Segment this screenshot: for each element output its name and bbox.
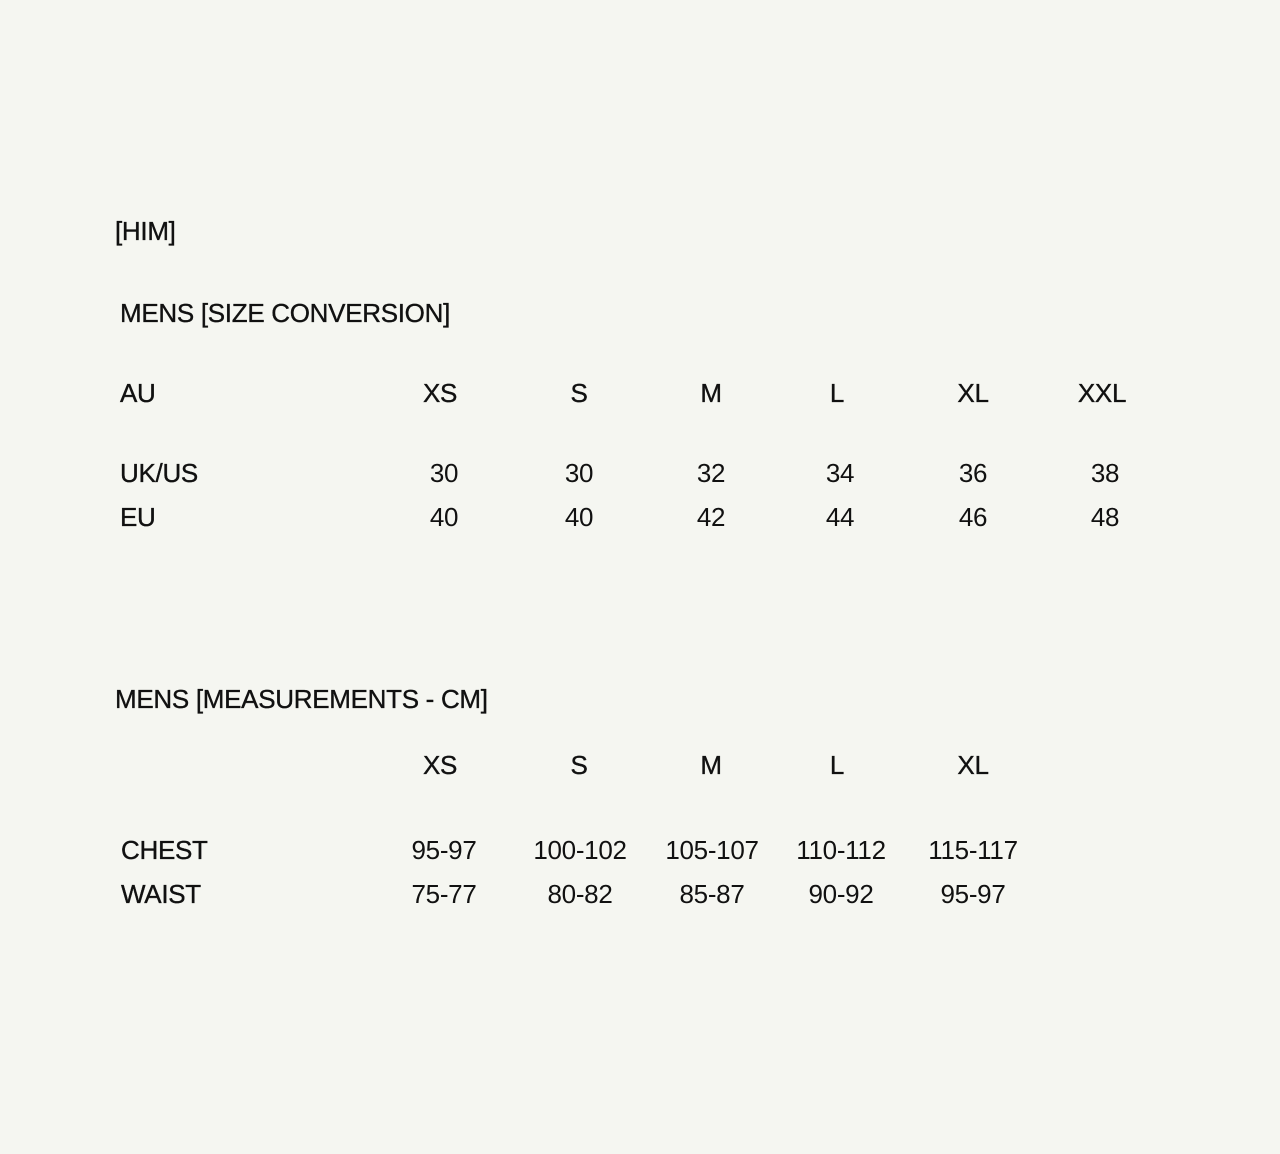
table-cell: 100-102 — [533, 835, 627, 865]
conversion-size-xxl: XXL — [1077, 378, 1127, 408]
conversion-size-m: M — [700, 378, 722, 408]
table-cell: 30 — [429, 458, 459, 488]
conversion-header-label: AU — [120, 378, 156, 408]
row-label-eu: EU — [120, 502, 156, 532]
table-cell: 75-77 — [411, 879, 477, 909]
table-cell: 115-117 — [928, 835, 1018, 865]
row-label-ukus: UK/US — [120, 458, 198, 488]
table-cell: 36 — [958, 458, 988, 488]
table-cell: 110-112 — [796, 835, 886, 865]
table-cell: 40 — [429, 502, 459, 532]
table-cell: 30 — [564, 458, 594, 488]
table-cell: 42 — [696, 502, 726, 532]
row-label-chest: CHEST — [121, 835, 208, 865]
measurements-size-l: L — [829, 750, 845, 780]
conversion-size-s: S — [570, 378, 588, 408]
table-cell: 38 — [1090, 458, 1120, 488]
table-cell: 90-92 — [808, 879, 874, 909]
table-cell: 85-87 — [679, 879, 745, 909]
measurements-size-m: M — [700, 750, 722, 780]
conversion-size-xl: XL — [957, 378, 989, 408]
measurements-size-xs: XS — [422, 750, 458, 780]
conversion-size-xs: XS — [422, 378, 458, 408]
measurements-size-s: S — [570, 750, 588, 780]
table-cell: 40 — [564, 502, 594, 532]
table-cell: 105-107 — [665, 835, 759, 865]
table-cell: 46 — [958, 502, 988, 532]
table-cell: 95-97 — [940, 879, 1006, 909]
measurements-size-xl: XL — [957, 750, 989, 780]
row-label-waist: WAIST — [121, 879, 201, 909]
table-cell: 44 — [825, 502, 855, 532]
table-cell: 32 — [696, 458, 726, 488]
table-cell: 95-97 — [411, 835, 477, 865]
table-cell: 80-82 — [547, 879, 613, 909]
table-cell: 48 — [1090, 502, 1120, 532]
conversion-size-l: L — [829, 378, 845, 408]
table-cell: 34 — [825, 458, 855, 488]
measurements-title: MENS [MEASUREMENTS - CM] — [115, 684, 488, 714]
section-label: [HIM] — [115, 216, 176, 246]
conversion-title: MENS [SIZE CONVERSION] — [120, 298, 451, 328]
